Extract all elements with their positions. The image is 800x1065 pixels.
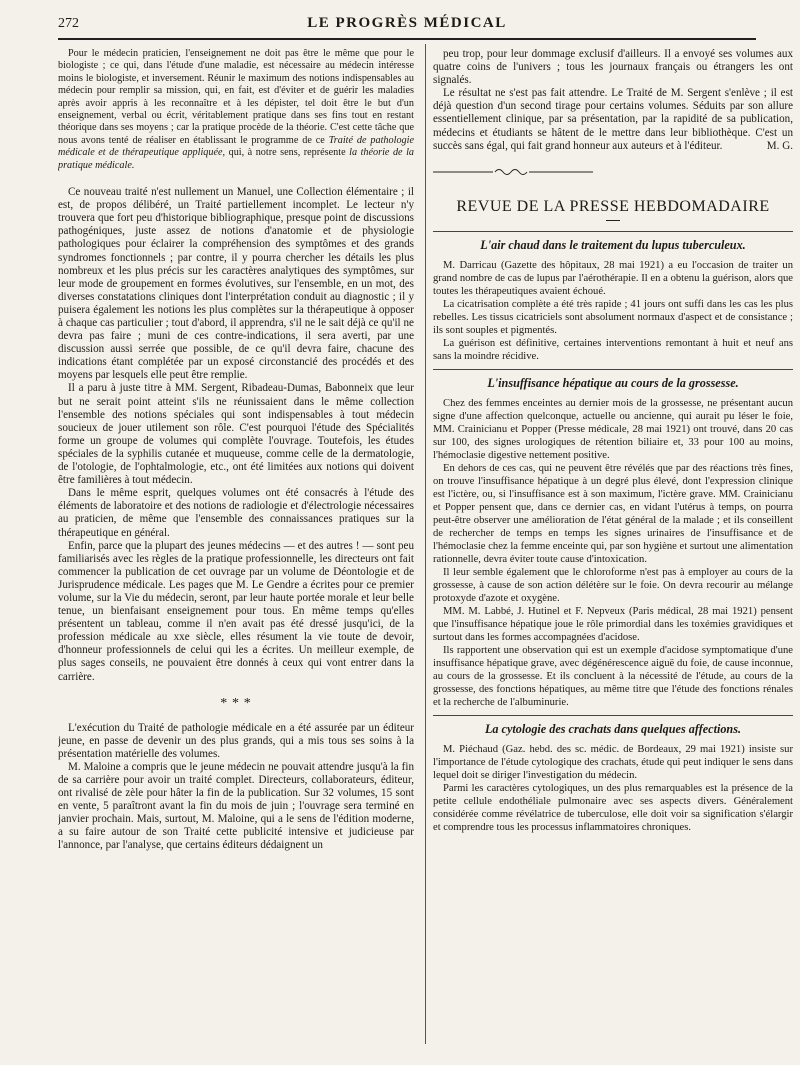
right-column (433, 48, 793, 1058)
column-divider (425, 44, 426, 1044)
intro-paragraph: Pour le médecin praticien, l'enseignement ne doit pas être le même que pour le biologiste ; ce qui, dans l'étude d'une maladie, est nécessaire au médecin intéresse moins le biologiste, et inversement. Réunir le maximum des notions indispensables au médecin pour remplir sa mission, qui, en fait, est d'éviter et de guérir les maladies après avoir appris à les reconnaître et à les dépister, tel doit être le but d'un enseignement, verbal ou écrit, véritablement pratique dans ses fins tout en restant théorique dans ses moyens ; car la pratique procède de la théorie. C'est cette tâche que nous avons tenté de réaliser en établissant le programme de ce Traité de pathologie médicale et de thérapeutique appliquée, qui, à notre sens, représente la théorie de la pratique médicale. (58, 48, 414, 171)
article-paragraph: M. Darricau (Gazette des hôpitaux, 28 mai 1921) a eu l'occasion de traiter un grand nombre de cas de lupus par l'aérothérapie. Il en a obtenu la guérison, alors que toutes les thérapeutiques avaient échoué. (433, 259, 793, 297)
body-paragraph: Enfin, parce que la plupart des jeunes médecins — et des autres ! — sont peu familiarisés avec les règles de la pratique professionnelle, les directeurs ont fait commencer la publication de cet ouvrage par un volume de Déontologie et de Jurisprudence médicale. Les pages que M. Le Gendre a écrites pour ce premier volume, sur la Vie du médecin, seront, par leur haute portée morale et leur belle tenue, un bienfaisant enseignement pour tous. En même temps qu'elles présentent un tableau, comme il n'en avait pas été dressé jusqu'ici, de la profession médicale au xxe siècle, elles résument la vie toute de devoir, d'honneur professionnels de celui qui les a écrites. Un meilleur exemple, de plus sages conseils, ne pouvaient être donnés à ceux qui vont entrer dans la carrière. (58, 539, 414, 683)
article-paragraph: MM. M. Labbé, J. Hutinel et F. Nepveux (Paris médical, 28 mai 1921) pensent que l'insuffisance hépatique joue le rôle primordial dans les toxémies gravidiques et surtout dans les formes accompagnées d'acidose. (433, 605, 793, 643)
article-rule (433, 715, 793, 716)
article-rule (433, 369, 793, 370)
title-dash (606, 220, 620, 221)
asterism: * * * (220, 695, 252, 711)
article-paragraph: Chez des femmes enceintes au dernier mois de la grossesse, ne présentant aucun signe d'une affection quelconque, actuelle ou ancienne, qui aurait pu léser le foie, MM. Crainicianu et Popper (Presse médicale, 28 mai 1921) ont trouvé, dans 20 cas sur 100, des signes urologiques de rétention biliaire et, 33 pour 100 au moins, l'hémoclasie digestive nettement positive. (433, 397, 793, 461)
article-title: L'insuffisance hépatique au cours de la grossesse. (487, 375, 739, 390)
article-paragraph: La guérison est définitive, certaines interventions remontant à huit et neuf ans sans la moindre récidive. (433, 337, 793, 362)
article-paragraph: M. Piéchaud (Gaz. hebd. des sc. médic. de Bordeaux, 29 mai 1921) insiste sur l'importance de l'étude cytologique des crachats, étude qui peut indiquer le sens dans lequel doit se diriger l'investigation du médecin. (433, 743, 793, 781)
body-paragraph: Ce nouveau traité n'est nullement un Manuel, une Collection élémentaire ; il est, de propos délibéré, un Traité partiellement incomplet. Le lecteur n'y trouvera que fort peu d'historique bibliographique, presque point de discussions pathogéniques, juste assez de notions d'anatomie et de physiologie pathologiques pour éclairer la compréhension des symptômes et des grands syndromes fonctionnels ; par contre, il y pourra chercher les détails les plus nombreux et les plus précis sur les caractères analytiques des symptômes, sur leur mode de groupement en formes évolutives, sur l'ensemble, en un mot, des diverses constatations cliniques dont l'interprétation conduit au diagnostic ; il y puisera également les notions les plus complètes sur la thérapeutique à opposer à chaque cas particulier ; tout d'abord, il apprendra, s'il ne le sait déjà ce qu'il ne devra pas faire ; muni de ces contre-indications, il sera averti, par une discussion aussi serrée que possible, de ce qu'il devra faire, chacune des indications étant complétée par un exposé circonstancié des procédés et des moyens par lesquels elle peut être remplie. (58, 186, 414, 382)
article-rule (433, 231, 793, 232)
page-number: 272 (58, 16, 79, 31)
body-paragraph: M. Maloine a compris que le jeune médecin ne pouvait attendre jusqu'à la fin de sa carrière pour avoir un traité complet. Directeurs, collaborateurs, éditeur, ont rivalisé de zèle pour hâter la fin de la publication. Sur 32 volumes, 15 sont en vente, 5 paraîtront avant la fin du mois de juin ; l'ouvrage sera terminé en janvier prochain. Mais, surtout, M. Maloine, qui a le sens de l'édition moderne, a su faire autour de son Traité cette publicité intensive et judicieuse par l'annonce, par l'analyse, que certains éditeurs dédaignent un (58, 760, 414, 852)
article-paragraph: Parmi les caractères cytologiques, un des plus remarquables est la présence de la petite cellule endothéliale pulmonaire avec ses aspects divers. Généralement considérée comme révélatrice de tuberculose, elle doit voir sa signification s'élargir et comprendre tous les processus inflammatoires chroniques. (433, 782, 793, 833)
article-paragraph: Il leur semble également que le chloroforme n'est pas à employer au cours de la grossesse, à cause de son action délétère sur le foie. On devra recourir au mélange protoxyde d'azote et oxygène. (433, 566, 793, 604)
body-paragraph: peu trop, pour leur dommage exclusif d'ailleurs. Il a envoyé ses volumes aux quatre coins de l'univers ; tous les journaux français ou étrangers les ont signalés. (433, 48, 793, 87)
ornament-divider (433, 167, 593, 177)
article-title: La cytologie des crachats dans quelques affections. (484, 721, 742, 736)
journal-title: LE PROGRÈS MÉDICAL (307, 15, 507, 31)
left-column (58, 48, 414, 1058)
article-title: L'air chaud dans le traitement du lupus tuberculeux. (480, 237, 746, 252)
treatise-motto: la théorie de la pratique médicale. (58, 147, 414, 171)
body-paragraph: Dans le même esprit, quelques volumes ont été consacrés à l'étude des éléments de laboratoire et des notions de radiologie et d'électrologie nécessaires au praticien, de même que l'ensemble des connaissances pratiques sur la thérapeutique en général. (58, 487, 414, 539)
treatise-title: Traité de pathologie médicale et de thérapeutique appliquée (58, 134, 414, 159)
article-paragraph: La cicatrisation complète a été très rapide ; 41 jours ont suffi dans les cas les plus rebelles. Les tissus cicatriciels sont absolument normaux d'aspect et de consistance ; ils sont souples et pigmentés. (433, 298, 793, 336)
article-paragraph: Ils rapportent une observation qui est un exemple d'acidose symptomatique d'une insuffisance hépatique grave, avec dégénérescence aiguë du foie, de cause inconnue, au cours de la grossesse. Et ils concluent à la nécessité de l'étude, au cours de la grossesse, des fonctions hépatiques, au même titre que l'étude des fonctions rénales et la recherche de l'albuminurie. (433, 644, 793, 708)
body-paragraph: Il a paru à juste titre à MM. Sergent, Ribadeau-Dumas, Babonneix que leur but ne serait point atteint s'ils ne réunissaient dans le même collection l'ensemble des notions spéciales qui sont indispensables à tout médecin soucieux de jouer utilement son rôle. C'est pourquoi l'étude des Spécialités forme un groupe de volumes qui complète l'ouvrage. Toutefois, les études spéciales de la syphilis cutanée et muqueuse, comme celle de la dermatologie, de l'otologie, de l'ophtalmologie, etc., ont été limitées aux notions qui doivent être familières à tout médecin. (58, 382, 414, 487)
header-rule (58, 38, 756, 40)
body-paragraph: Le résultat ne s'est pas fait attendre. Le Traité de M. Sergent s'enlève ; il est déjà question d'un second tirage pour certains volumes. Séduits par son allure essentiellement clinique, par sa présentation, par la rapidité de sa publication, médecins et étudiants se hâtent de le mettre dans leur bibliothèque. C'est un succès sans égal, qui fait grand honneur aux auteurs et à l'éditeur. (433, 87, 793, 152)
author-signature: M. G. (766, 139, 793, 152)
section-title: REVUE DE LA PRESSE HEBDOMADAIRE (456, 197, 770, 215)
body-paragraph: L'exécution du Traité de pathologie médicale en a été assurée par un éditeur jeune, en passe de devenir un des plus grands, qui a mis tous ses soins à la présentation matérielle des volumes. (58, 721, 414, 760)
article-paragraph: En dehors de ces cas, qui ne peuvent être révélés que par des réactions très fines, on trouve l'insuffisance hépatique à un degré plus élevé, dont l'expression clinique est l'ictère, ou, si l'insuffisance est à son maximum, l'ictère grave. MM. Crainicianu et Popper pensent que, dans ce dernier cas, en vidant l'utérus à temps, on pourra peut-être observer une amélioration de l'état général de la malade ; et ils conseillent de rechercher de temps en temps les signes urinaires de l'insuffisance et de l'hémoclasie chez la femme enceinte qui, par son hygiène et surtout une alimentation rationnelle, devra éviter toute cause d'intoxication. (433, 462, 793, 565)
page-header (58, 14, 756, 36)
